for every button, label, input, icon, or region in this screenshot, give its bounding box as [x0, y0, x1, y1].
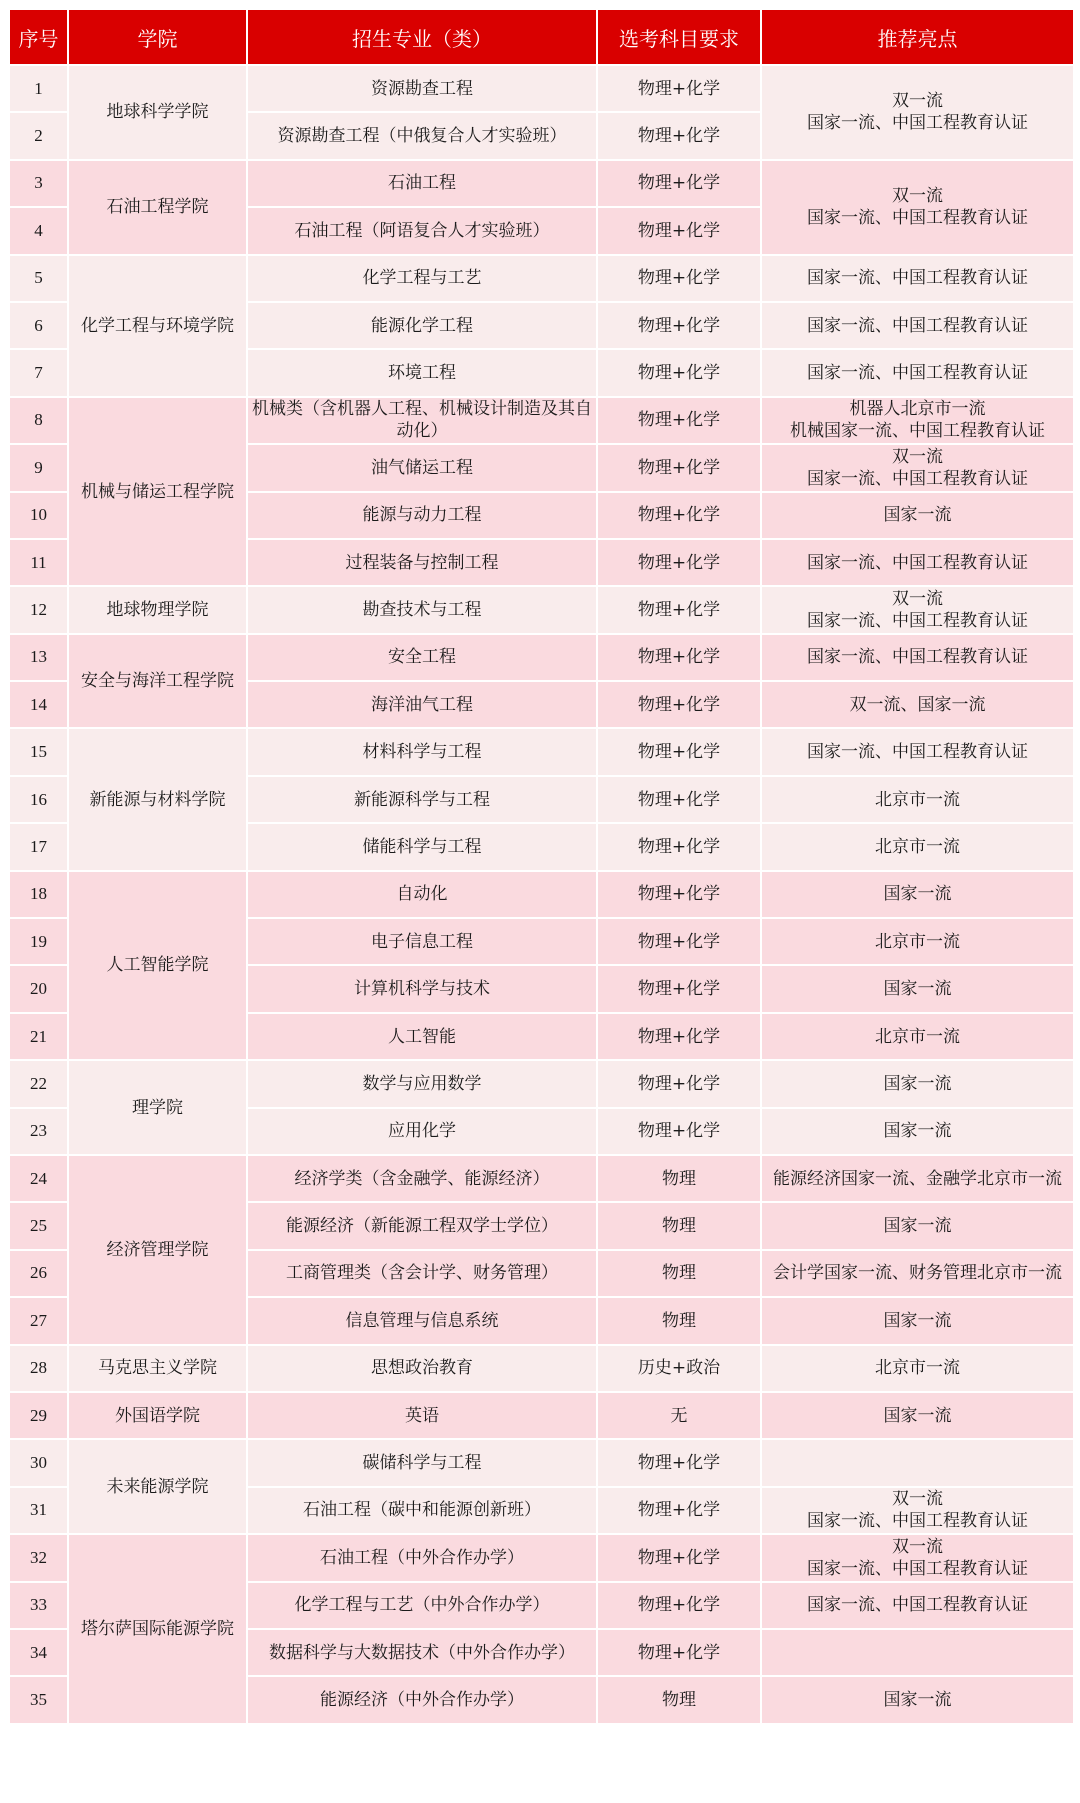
highlight-line: 双一流	[892, 1536, 943, 1557]
college-cell: 理学院	[68, 1060, 247, 1155]
highlight-cell	[761, 444, 1074, 491]
header-index: 序号	[9, 9, 68, 65]
major-cell: 储能科学与工程	[247, 823, 597, 870]
major-cell: 勘查技术与工程	[247, 586, 597, 633]
subjects-cell: 物理+化学	[597, 349, 761, 396]
subjects-cell: 物理+化学	[597, 1487, 761, 1534]
highlight-cell: 能源经济国家一流、金融学北京市一流	[761, 1155, 1074, 1202]
table-row	[9, 1155, 1074, 1202]
header-college: 学院	[68, 9, 247, 65]
major-cell: 人工智能	[247, 1013, 597, 1060]
row-index: 7	[9, 349, 68, 396]
highlight-cell	[761, 586, 1074, 633]
major-cell: 数据科学与大数据技术（中外合作办学）	[247, 1629, 597, 1676]
subjects-cell: 物理+化学	[597, 1629, 761, 1676]
subjects-cell: 物理+化学	[597, 207, 761, 254]
highlight-line: 国家一流、中国工程教育认证	[807, 113, 1028, 134]
subjects-cell: 物理+化学	[597, 728, 761, 775]
major-cell: 资源勘查工程（中俄复合人才实验班）	[247, 112, 597, 159]
highlight-line: 国家一流、中国工程教育认证	[807, 208, 1028, 229]
subjects-cell: 物理+化学	[597, 965, 761, 1012]
table-row	[9, 634, 1074, 681]
admissions-table	[8, 8, 1075, 1725]
subjects-cell: 物理+化学	[597, 397, 761, 444]
major-cell: 化学工程与工艺	[247, 255, 597, 302]
row-index: 35	[9, 1676, 68, 1723]
subjects-cell: 物理	[597, 1676, 761, 1723]
header-highlights: 推荐亮点	[761, 9, 1074, 65]
major-cell: 海洋油气工程	[247, 681, 597, 728]
college-cell: 地球科学学院	[68, 65, 247, 160]
subjects-cell: 物理+化学	[597, 1013, 761, 1060]
row-index: 27	[9, 1297, 68, 1344]
college-cell: 塔尔萨国际能源学院	[68, 1534, 247, 1724]
major-cell: 油气储运工程	[247, 444, 597, 491]
subjects-cell: 物理+化学	[597, 1060, 761, 1107]
table-row	[9, 586, 1074, 633]
major-cell: 能源与动力工程	[247, 492, 597, 539]
highlight-cell: 北京市一流	[761, 918, 1074, 965]
row-index: 10	[9, 492, 68, 539]
major-cell: 工商管理类（含会计学、财务管理）	[247, 1250, 597, 1297]
highlight-cell	[761, 1439, 1074, 1486]
subjects-cell: 物理+化学	[597, 112, 761, 159]
college-cell: 石油工程学院	[68, 160, 247, 255]
subjects-cell: 物理+化学	[597, 255, 761, 302]
college-cell: 外国语学院	[68, 1392, 247, 1439]
highlight-line: 双一流	[892, 186, 943, 207]
subjects-cell: 物理+化学	[597, 586, 761, 633]
highlight-cell: 会计学国家一流、财务管理北京市一流	[761, 1250, 1074, 1297]
highlight-cell: 国家一流、中国工程教育认证	[761, 634, 1074, 681]
row-index: 17	[9, 823, 68, 870]
row-index: 5	[9, 255, 68, 302]
highlight-cell: 国家一流	[761, 1108, 1074, 1155]
subjects-cell: 物理+化学	[597, 492, 761, 539]
row-index: 33	[9, 1582, 68, 1629]
row-index: 4	[9, 207, 68, 254]
row-index: 9	[9, 444, 68, 491]
table-header-row	[9, 9, 1074, 65]
subjects-cell: 无	[597, 1392, 761, 1439]
highlight-cell	[761, 1487, 1074, 1534]
college-cell: 马克思主义学院	[68, 1345, 247, 1392]
highlight-line: 双一流	[892, 1489, 943, 1510]
table-row	[9, 1060, 1074, 1107]
highlight-cell: 北京市一流	[761, 1345, 1074, 1392]
major-cell: 新能源科学与工程	[247, 776, 597, 823]
subjects-cell: 历史+政治	[597, 1345, 761, 1392]
highlight-line: 机器人北京市一流	[849, 399, 986, 420]
major-cell: 石油工程	[247, 160, 597, 207]
row-index: 13	[9, 634, 68, 681]
highlight-cell	[761, 397, 1074, 444]
major-cell: 能源经济（中外合作办学）	[247, 1676, 597, 1723]
row-index: 34	[9, 1629, 68, 1676]
row-index: 21	[9, 1013, 68, 1060]
major-cell: 石油工程（中外合作办学）	[247, 1534, 597, 1581]
table-row	[9, 1345, 1074, 1392]
major-cell: 自动化	[247, 871, 597, 918]
highlight-cell: 国家一流	[761, 1060, 1074, 1107]
highlight-line: 国家一流、中国工程教育认证	[807, 468, 1028, 489]
table-row	[9, 728, 1074, 775]
subjects-cell: 物理+化学	[597, 1108, 761, 1155]
table-row	[9, 1439, 1074, 1486]
row-index: 32	[9, 1534, 68, 1581]
college-cell: 机械与储运工程学院	[68, 397, 247, 587]
subjects-cell: 物理	[597, 1202, 761, 1249]
row-index: 1	[9, 65, 68, 112]
table-row	[9, 1392, 1074, 1439]
college-cell: 化学工程与环境学院	[68, 255, 247, 397]
highlight-cell	[761, 160, 1074, 255]
row-index: 22	[9, 1060, 68, 1107]
highlight-cell: 国家一流	[761, 1392, 1074, 1439]
table-row	[9, 871, 1074, 918]
highlight-cell: 国家一流、中国工程教育认证	[761, 1582, 1074, 1629]
row-index: 2	[9, 112, 68, 159]
highlight-line: 国家一流、中国工程教育认证	[807, 1511, 1028, 1532]
subjects-cell: 物理+化学	[597, 160, 761, 207]
row-index: 3	[9, 160, 68, 207]
header-major: 招生专业（类）	[247, 9, 597, 65]
college-cell: 人工智能学院	[68, 871, 247, 1061]
table-row	[9, 65, 1074, 112]
college-cell: 经济管理学院	[68, 1155, 247, 1345]
highlight-cell: 国家一流、中国工程教育认证	[761, 539, 1074, 586]
highlight-cell: 国家一流、中国工程教育认证	[761, 255, 1074, 302]
major-cell: 过程装备与控制工程	[247, 539, 597, 586]
row-index: 16	[9, 776, 68, 823]
major-cell: 信息管理与信息系统	[247, 1297, 597, 1344]
row-index: 15	[9, 728, 68, 775]
highlight-cell: 国家一流	[761, 1202, 1074, 1249]
subjects-cell: 物理+化学	[597, 918, 761, 965]
row-index: 6	[9, 302, 68, 349]
subjects-cell: 物理	[597, 1250, 761, 1297]
major-cell: 能源经济（新能源工程双学士学位）	[247, 1202, 597, 1249]
highlight-cell: 北京市一流	[761, 823, 1074, 870]
row-index: 20	[9, 965, 68, 1012]
subjects-cell: 物理	[597, 1155, 761, 1202]
highlight-cell: 国家一流	[761, 1297, 1074, 1344]
row-index: 8	[9, 397, 68, 444]
highlight-cell: 国家一流、中国工程教育认证	[761, 728, 1074, 775]
college-cell: 安全与海洋工程学院	[68, 634, 247, 729]
highlight-cell: 国家一流	[761, 492, 1074, 539]
subjects-cell: 物理	[597, 1297, 761, 1344]
row-index: 23	[9, 1108, 68, 1155]
row-index: 24	[9, 1155, 68, 1202]
table-row	[9, 255, 1074, 302]
table-row	[9, 397, 1074, 444]
subjects-cell: 物理+化学	[597, 871, 761, 918]
highlight-cell: 双一流、国家一流	[761, 681, 1074, 728]
subjects-cell: 物理+化学	[597, 634, 761, 681]
highlight-line: 机械国家一流、中国工程教育认证	[790, 421, 1045, 442]
highlight-cell: 北京市一流	[761, 1013, 1074, 1060]
subjects-cell: 物理+化学	[597, 681, 761, 728]
major-cell: 机械类（含机器人工程、机械设计制造及其自动化）	[247, 397, 597, 444]
subjects-cell: 物理+化学	[597, 823, 761, 870]
highlight-cell: 国家一流、中国工程教育认证	[761, 302, 1074, 349]
subjects-cell: 物理+化学	[597, 1582, 761, 1629]
highlight-cell: 北京市一流	[761, 776, 1074, 823]
row-index: 14	[9, 681, 68, 728]
highlight-cell: 国家一流	[761, 871, 1074, 918]
major-cell: 安全工程	[247, 634, 597, 681]
row-index: 11	[9, 539, 68, 586]
subjects-cell: 物理+化学	[597, 776, 761, 823]
row-index: 26	[9, 1250, 68, 1297]
row-index: 29	[9, 1392, 68, 1439]
row-index: 30	[9, 1439, 68, 1486]
major-cell: 碳储科学与工程	[247, 1439, 597, 1486]
major-cell: 石油工程（碳中和能源创新班）	[247, 1487, 597, 1534]
row-index: 28	[9, 1345, 68, 1392]
major-cell: 资源勘查工程	[247, 65, 597, 112]
highlight-cell	[761, 1629, 1074, 1676]
major-cell: 思想政治教育	[247, 1345, 597, 1392]
highlight-cell: 国家一流	[761, 1676, 1074, 1723]
highlight-line: 双一流	[892, 588, 943, 609]
subjects-cell: 物理+化学	[597, 65, 761, 112]
highlight-cell: 国家一流、中国工程教育认证	[761, 349, 1074, 396]
subjects-cell: 物理+化学	[597, 539, 761, 586]
major-cell: 数学与应用数学	[247, 1060, 597, 1107]
major-cell: 化学工程与工艺（中外合作办学）	[247, 1582, 597, 1629]
major-cell: 材料科学与工程	[247, 728, 597, 775]
row-index: 18	[9, 871, 68, 918]
row-index: 31	[9, 1487, 68, 1534]
subjects-cell: 物理+化学	[597, 1534, 761, 1581]
major-cell: 计算机科学与技术	[247, 965, 597, 1012]
header-subjects: 选考科目要求	[597, 9, 761, 65]
row-index: 12	[9, 586, 68, 633]
major-cell: 能源化学工程	[247, 302, 597, 349]
major-cell: 环境工程	[247, 349, 597, 396]
major-cell: 石油工程（阿语复合人才实验班）	[247, 207, 597, 254]
highlight-cell	[761, 1534, 1074, 1581]
major-cell: 经济学类（含金融学、能源经济）	[247, 1155, 597, 1202]
college-cell: 新能源与材料学院	[68, 728, 247, 870]
highlight-line: 国家一流、中国工程教育认证	[807, 1558, 1028, 1579]
subjects-cell: 物理+化学	[597, 302, 761, 349]
highlight-line: 双一流	[892, 446, 943, 467]
table-row	[9, 160, 1074, 207]
college-cell: 未来能源学院	[68, 1439, 247, 1534]
subjects-cell: 物理+化学	[597, 1439, 761, 1486]
college-cell: 地球物理学院	[68, 586, 247, 633]
row-index: 25	[9, 1202, 68, 1249]
highlight-cell	[761, 65, 1074, 160]
highlight-cell: 国家一流	[761, 965, 1074, 1012]
major-cell: 应用化学	[247, 1108, 597, 1155]
highlight-line: 双一流	[892, 91, 943, 112]
major-cell: 电子信息工程	[247, 918, 597, 965]
row-index: 19	[9, 918, 68, 965]
subjects-cell: 物理+化学	[597, 444, 761, 491]
major-cell: 英语	[247, 1392, 597, 1439]
highlight-line: 国家一流、中国工程教育认证	[807, 610, 1028, 631]
table-row	[9, 1534, 1074, 1581]
